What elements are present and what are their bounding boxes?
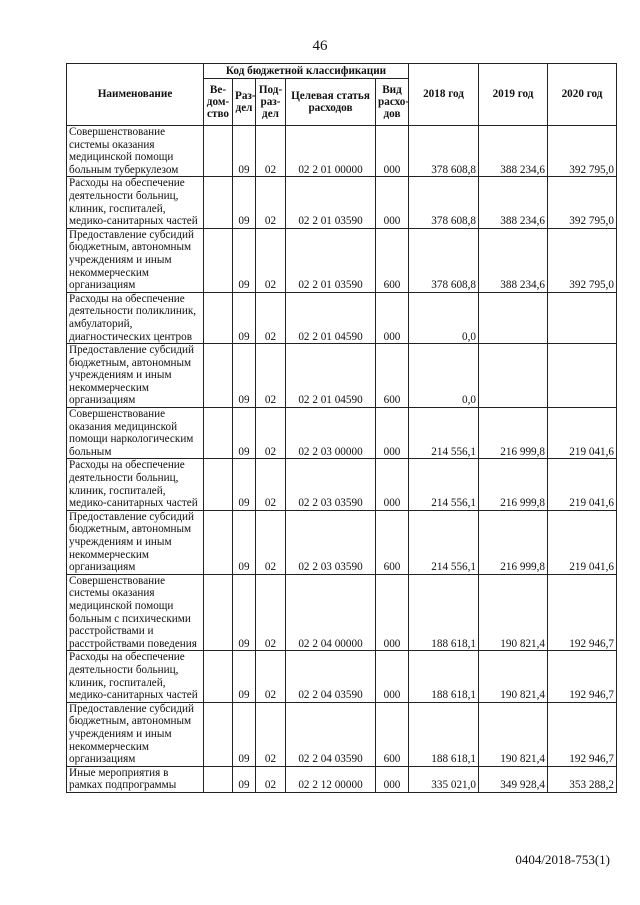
amount-2018-cell: 188 618,1 <box>409 574 479 651</box>
header-vid: Вид расхо- дов <box>376 79 409 126</box>
expense-type-cell: 000 <box>376 292 409 343</box>
budget-table <box>66 63 617 793</box>
target-article-cell: 02 2 01 03590 <box>286 228 376 292</box>
table-row <box>67 177 617 228</box>
razdel-cell: 09 <box>233 126 256 177</box>
amount-2019-cell: 190 821,4 <box>479 702 548 766</box>
vedomstvo-cell <box>204 510 233 574</box>
header-kbk: Код бюджетной классификации <box>204 64 409 79</box>
amount-2018-cell: 188 618,1 <box>409 702 479 766</box>
razdel-cell: 09 <box>233 459 256 510</box>
expense-type-cell: 600 <box>376 510 409 574</box>
table-row <box>67 766 617 792</box>
vedomstvo-cell <box>204 702 233 766</box>
table-row <box>67 292 617 343</box>
razdel-cell: 09 <box>233 510 256 574</box>
expense-type-cell: 600 <box>376 344 409 408</box>
row-name-cell: Расходы на обеспечение деятельности больниц, клиник, госпиталей, медико-санитарных частей <box>67 651 204 702</box>
header-2018: 2018 год <box>409 64 479 126</box>
podrazdel-cell: 02 <box>256 344 286 408</box>
row-name-cell: Предоставление субсидий бюджетным, автономным учреждениям и иным некоммерческим организациям <box>67 228 204 292</box>
amount-2020-cell: 392 795,0 <box>548 228 617 292</box>
amount-2019-cell <box>479 344 548 408</box>
header-csr: Целевая статья расходов <box>286 79 376 126</box>
amount-2019-cell: 388 234,6 <box>479 228 548 292</box>
amount-2019-cell: 388 234,6 <box>479 126 548 177</box>
expense-type-cell: 000 <box>376 408 409 459</box>
expense-type-cell: 600 <box>376 702 409 766</box>
expense-type-cell: 000 <box>376 126 409 177</box>
row-name-cell: Предоставление субсидий бюджетным, автономным учреждениям и иным некоммерческим организациям <box>67 702 204 766</box>
amount-2019-cell: 216 999,8 <box>479 510 548 574</box>
razdel-cell: 09 <box>233 651 256 702</box>
razdel-cell: 09 <box>233 292 256 343</box>
vedomstvo-cell <box>204 126 233 177</box>
amount-2018-cell: 214 556,1 <box>409 459 479 510</box>
header-vedomstvo: Ве- дом- ство <box>204 79 233 126</box>
row-name-cell: Предоставление субсидий бюджетным, автономным учреждениям и иным некоммерческим организациям <box>67 510 204 574</box>
table-row <box>67 126 617 177</box>
razdel-cell: 09 <box>233 228 256 292</box>
amount-2019-cell: 216 999,8 <box>479 408 548 459</box>
amount-2018-cell: 378 608,8 <box>409 228 479 292</box>
target-article-cell: 02 2 12 00000 <box>286 766 376 792</box>
amount-2020-cell: 353 288,2 <box>548 766 617 792</box>
podrazdel-cell: 02 <box>256 510 286 574</box>
vedomstvo-cell <box>204 651 233 702</box>
table-row <box>67 344 617 408</box>
document-code: 0404/2018-753(1) <box>515 852 610 867</box>
podrazdel-cell: 02 <box>256 702 286 766</box>
amount-2018-cell: 378 608,8 <box>409 126 479 177</box>
row-name-cell: Расходы на обеспечение деятельности больниц, клиник, госпиталей, медико-санитарных частей <box>67 177 204 228</box>
amount-2020-cell: 392 795,0 <box>548 177 617 228</box>
amount-2018-cell: 188 618,1 <box>409 651 479 702</box>
expense-type-cell: 000 <box>376 651 409 702</box>
amount-2020-cell <box>548 344 617 408</box>
podrazdel-cell: 02 <box>256 292 286 343</box>
target-article-cell: 02 2 01 00000 <box>286 126 376 177</box>
expense-type-cell: 000 <box>376 766 409 792</box>
target-article-cell: 02 2 01 04590 <box>286 344 376 408</box>
podrazdel-cell: 02 <box>256 651 286 702</box>
amount-2018-cell: 335 021,0 <box>409 766 479 792</box>
razdel-cell: 09 <box>233 574 256 651</box>
razdel-cell: 09 <box>233 766 256 792</box>
header-2019: 2019 год <box>479 64 548 126</box>
vedomstvo-cell <box>204 177 233 228</box>
expense-type-cell: 000 <box>376 177 409 228</box>
row-name-cell: Совершенствование оказания медицинской помощи наркологическим больным <box>67 408 204 459</box>
header-podrazdel: Под- раз- дел <box>256 79 286 126</box>
row-name-cell: Совершенствование системы оказания медицинской помощи больным с психическими расстройствами и расстройствами поведения <box>67 574 204 651</box>
vedomstvo-cell <box>204 459 233 510</box>
table-row <box>67 228 617 292</box>
amount-2019-cell: 349 928,4 <box>479 766 548 792</box>
vedomstvo-cell <box>204 408 233 459</box>
amount-2020-cell: 192 946,7 <box>548 651 617 702</box>
amount-2018-cell: 378 608,8 <box>409 177 479 228</box>
header-razdel: Раз- дел <box>233 79 256 126</box>
amount-2020-cell <box>548 292 617 343</box>
amount-2018-cell: 214 556,1 <box>409 510 479 574</box>
amount-2019-cell: 388 234,6 <box>479 177 548 228</box>
table-row <box>67 651 617 702</box>
amount-2018-cell: 214 556,1 <box>409 408 479 459</box>
razdel-cell: 09 <box>233 344 256 408</box>
header-name: Наименование <box>67 64 204 126</box>
amount-2020-cell: 392 795,0 <box>548 126 617 177</box>
table-row <box>67 459 617 510</box>
target-article-cell: 02 2 03 03590 <box>286 459 376 510</box>
expense-type-cell: 000 <box>376 574 409 651</box>
target-article-cell: 02 2 04 03590 <box>286 702 376 766</box>
target-article-cell: 02 2 01 03590 <box>286 177 376 228</box>
amount-2019-cell: 216 999,8 <box>479 459 548 510</box>
target-article-cell: 02 2 04 00000 <box>286 574 376 651</box>
table-row <box>67 574 617 651</box>
amount-2019-cell: 190 821,4 <box>479 651 548 702</box>
amount-2020-cell: 192 946,7 <box>548 702 617 766</box>
amount-2020-cell: 219 041,6 <box>548 408 617 459</box>
amount-2019-cell <box>479 292 548 343</box>
razdel-cell: 09 <box>233 177 256 228</box>
target-article-cell: 02 2 03 03590 <box>286 510 376 574</box>
table-row <box>67 702 617 766</box>
podrazdel-cell: 02 <box>256 177 286 228</box>
header-2020: 2020 год <box>548 64 617 126</box>
row-name-cell: Предоставление субсидий бюджетным, автономным учреждениям и иным некоммерческим организациям <box>67 344 204 408</box>
podrazdel-cell: 02 <box>256 408 286 459</box>
vedomstvo-cell <box>204 344 233 408</box>
amount-2020-cell: 219 041,6 <box>548 459 617 510</box>
target-article-cell: 02 2 03 00000 <box>286 408 376 459</box>
amount-2019-cell: 190 821,4 <box>479 574 548 651</box>
expense-type-cell: 000 <box>376 459 409 510</box>
expense-type-cell: 600 <box>376 228 409 292</box>
podrazdel-cell: 02 <box>256 228 286 292</box>
row-name-cell: Иные мероприятия в рамках подпрограммы <box>67 766 204 792</box>
vedomstvo-cell <box>204 228 233 292</box>
vedomstvo-cell <box>204 574 233 651</box>
row-name-cell: Расходы на обеспечение деятельности поликлиник, амбулаторий, диагностических центров <box>67 292 204 343</box>
vedomstvo-cell <box>204 292 233 343</box>
page-number: 46 <box>312 38 328 54</box>
vedomstvo-cell <box>204 766 233 792</box>
table-row <box>67 510 617 574</box>
podrazdel-cell: 02 <box>256 459 286 510</box>
razdel-cell: 09 <box>233 408 256 459</box>
amount-2018-cell: 0,0 <box>409 292 479 343</box>
razdel-cell: 09 <box>233 702 256 766</box>
target-article-cell: 02 2 01 04590 <box>286 292 376 343</box>
podrazdel-cell: 02 <box>256 574 286 651</box>
table-header <box>67 64 617 126</box>
table-body <box>67 126 617 793</box>
amount-2018-cell: 0,0 <box>409 344 479 408</box>
row-name-cell: Расходы на обеспечение деятельности больниц, клиник, госпиталей, медико-санитарных частей <box>67 459 204 510</box>
table-row <box>67 408 617 459</box>
podrazdel-cell: 02 <box>256 126 286 177</box>
target-article-cell: 02 2 04 03590 <box>286 651 376 702</box>
podrazdel-cell: 02 <box>256 766 286 792</box>
amount-2020-cell: 192 946,7 <box>548 574 617 651</box>
amount-2020-cell: 219 041,6 <box>548 510 617 574</box>
row-name-cell: Совершенствование системы оказания медицинской помощи больным туберкулезом <box>67 126 204 177</box>
